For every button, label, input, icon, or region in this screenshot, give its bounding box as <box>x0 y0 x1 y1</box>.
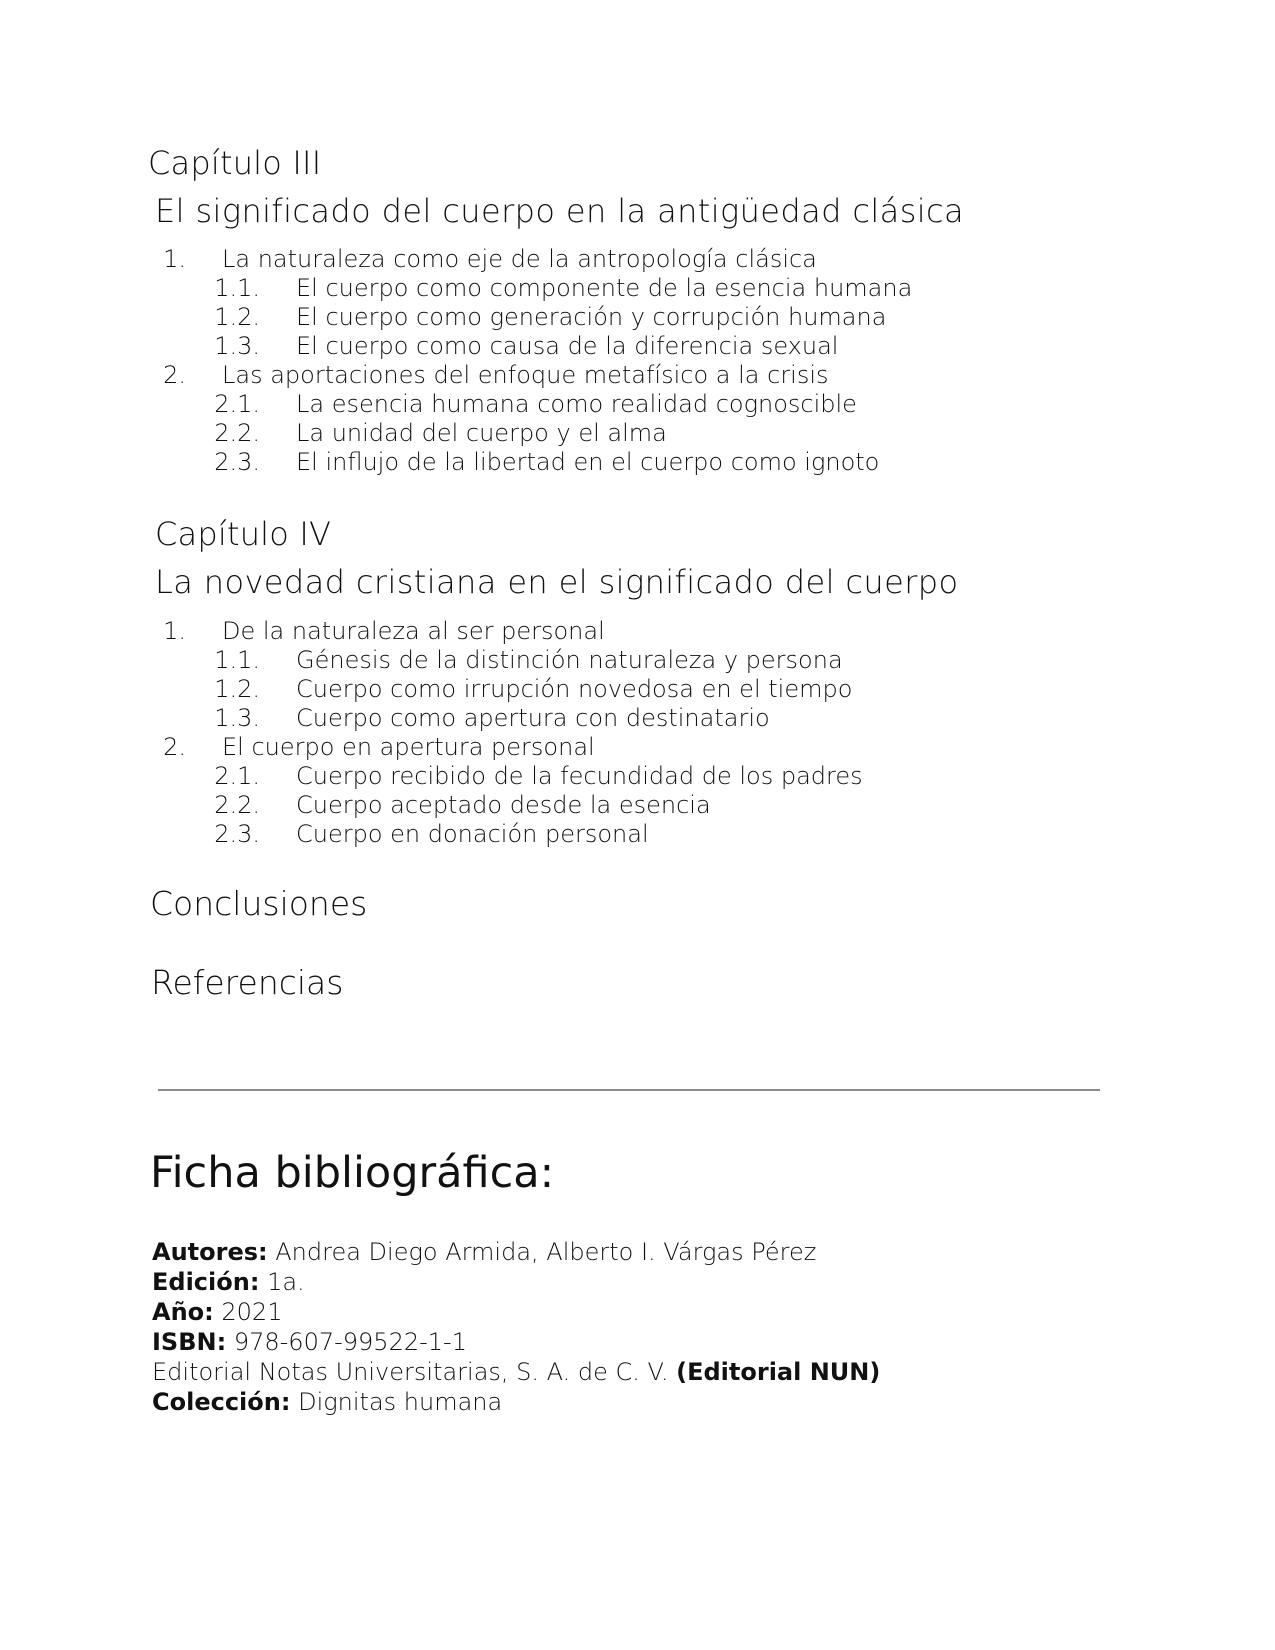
toc-item-number: 2. <box>163 361 186 389</box>
toc-item-text: La unidad del cuerpo y el alma <box>296 419 667 447</box>
section-referencias[interactable]: Referencias <box>151 963 344 1002</box>
toc-item-text: El cuerpo en apertura personal <box>222 733 595 761</box>
toc-item-number: 2.3. <box>214 820 260 848</box>
biblio-anio-value: 2021 <box>213 1298 283 1326</box>
toc-item-number: 1.3. <box>214 332 260 360</box>
chapter-3-label: Capítulo III <box>148 144 322 182</box>
biblio-edicion <box>152 1267 305 1297</box>
toc-item-text: La naturaleza como eje de la antropología clásica <box>222 245 817 273</box>
toc-item-text: Cuerpo aceptado desde la esencia <box>296 791 711 819</box>
biblio-editorial-label: (Editorial NUN) <box>676 1358 881 1386</box>
toc-item-text: El cuerpo como componente de la esencia humana <box>296 274 913 302</box>
toc-item-number: 1. <box>163 245 186 273</box>
section-conclusiones[interactable]: Conclusiones <box>150 884 368 923</box>
toc-item-text: De la naturaleza al ser personal <box>222 617 605 645</box>
toc-item-number: 1.1. <box>214 274 260 302</box>
chapter-3-title: El significado del cuerpo en la antigüedad clásica <box>155 192 965 230</box>
biblio-edicion-label: Edición: <box>152 1268 260 1296</box>
toc-item-text: Génesis de la distinción naturaleza y persona <box>296 646 843 674</box>
toc-item-number: 2. <box>163 733 186 761</box>
biblio-coleccion <box>152 1387 502 1417</box>
chapter-4-label: Capítulo IV <box>155 515 332 553</box>
toc-item-text: El cuerpo como causa de la diferencia sexual <box>296 332 839 360</box>
chapter-4-title: La novedad cristiana en el significado del cuerpo <box>155 563 959 601</box>
toc-item-text: Cuerpo en donación personal <box>296 820 649 848</box>
toc-item-text: Cuerpo como irrupción novedosa en el tiempo <box>296 675 853 703</box>
toc-item-text: Las aportaciones del enfoque metafísico a la crisis <box>222 361 829 389</box>
biblio-editorial-value: Editorial Notas Universitarias, S. A. de C. V. <box>152 1358 677 1386</box>
toc-item-number: 1.2. <box>214 675 260 703</box>
toc-item-number: 1.3. <box>214 704 260 732</box>
biblio-edicion-value: 1a. <box>259 1268 305 1296</box>
toc-item-number: 2.1. <box>214 762 260 790</box>
biblio-isbn-value: 978-607-99522-1-1 <box>226 1328 467 1356</box>
biblio-editorial <box>152 1357 880 1387</box>
toc-item-text: Cuerpo recibido de la fecundidad de los padres <box>296 762 863 790</box>
toc-item-number: 2.1. <box>214 390 260 418</box>
biblio-isbn <box>152 1327 467 1357</box>
toc-item-text: La esencia humana como realidad cognoscible <box>296 390 857 418</box>
biblio-coleccion-label: Colección: <box>152 1388 291 1416</box>
toc-item-text: El influjo de la libertad en el cuerpo como ignoto <box>296 448 880 476</box>
toc-item-number: 2.3. <box>214 448 260 476</box>
biblio-heading: Ficha bibliográfica: <box>150 1148 555 1198</box>
toc-item-number: 2.2. <box>214 419 260 447</box>
toc-item-number: 1. <box>163 617 186 645</box>
biblio-anio-label: Año: <box>152 1298 214 1326</box>
toc-item-number: 1.2. <box>214 303 260 331</box>
biblio-coleccion-value: Dignitas humana <box>290 1388 503 1416</box>
toc-item-number: 2.2. <box>214 791 260 819</box>
biblio-isbn-label: ISBN: <box>152 1328 227 1356</box>
toc-item-number: 1.1. <box>214 646 260 674</box>
biblio-autores <box>152 1237 816 1267</box>
biblio-anio <box>152 1297 282 1327</box>
toc-item-text: Cuerpo como apertura con destinatario <box>296 704 770 732</box>
toc-item-text: El cuerpo como generación y corrupción humana <box>296 303 887 331</box>
biblio-autores-value: Andrea Diego Armida, Alberto I. Várgas Pérez <box>267 1238 817 1266</box>
divider-line <box>158 1089 1100 1091</box>
biblio-autores-label: Autores: <box>152 1238 268 1266</box>
